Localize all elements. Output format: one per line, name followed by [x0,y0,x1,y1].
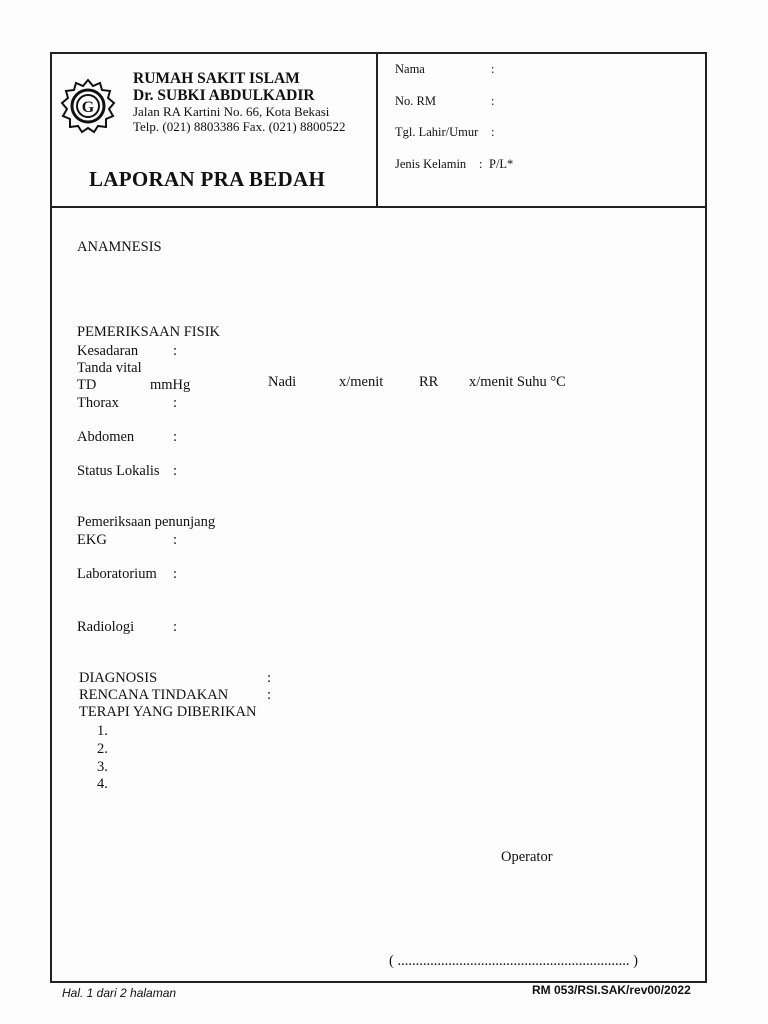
ekg-colon: : [173,532,178,548]
medical-record-label: No. RM [395,94,436,108]
action-plan-colon: : [267,687,272,703]
local-status-label: Status Lokalis [77,463,160,479]
therapy-item-4: 4. [97,776,108,792]
vital-signs-label: Tanda vital [77,360,142,376]
therapy-item-2: 2. [97,741,108,757]
diagnosis-label: DIAGNOSIS [79,670,158,686]
gender-value: P/L* [489,157,514,171]
birthdate-age-label: Tgl. Lahir/Umur [395,125,479,139]
hospital-logo-icon [60,78,116,134]
medical-record-colon: : [491,94,495,108]
action-plan-label: RENCANA TINDAKAN [79,687,229,703]
hospital-phone: Telp. (021) 8803386 Fax. (021) 8800522 [133,119,346,134]
consciousness-label: Kesadaran [77,343,139,359]
hospital-name-line2: Dr. SUBKI ABDULKADIR [133,87,315,104]
abdomen-colon: : [173,429,178,445]
form-code: RM 053/RSI.SAK/rev00/2022 [532,983,691,997]
form-title: LAPORAN PRA BEDAH [89,167,326,191]
radiology-label: Radiologi [77,619,135,635]
pulse-unit: x/menit [339,374,384,390]
laboratory-label: Laboratorium [77,566,157,582]
consciousness-colon: : [173,343,178,359]
blood-pressure-unit: mmHg [150,377,191,393]
svg-text:G: G [81,99,95,116]
physical-exam-heading: PEMERIKSAAN FISIK [77,324,221,340]
page-indicator: Hal. 1 dari 2 halaman [62,986,177,1000]
abdomen-label: Abdomen [77,429,135,445]
respiration-label: RR [419,374,439,390]
anamnesis-heading: ANAMNESIS [77,239,162,255]
local-status-colon: : [173,463,178,479]
therapy-heading: TERAPI YANG DIBERIKAN [79,704,257,720]
hospital-address: Jalan RA Kartini No. 66, Kota Bekasi [133,104,330,119]
therapy-item-1: 1. [97,723,108,739]
header-vertical-divider [376,52,378,206]
laboratory-colon: : [173,566,178,582]
patient-name-colon: : [491,62,495,76]
header-divider [50,206,705,208]
diagnosis-colon: : [267,670,272,686]
respiration-temperature-unit: x/menit Suhu °C [469,374,566,390]
therapy-item-3: 3. [97,759,108,775]
pulse-label: Nadi [268,374,297,390]
patient-name-label: Nama [395,62,425,76]
supporting-exam-heading: Pemeriksaan penunjang [77,514,216,530]
thorax-colon: : [173,395,178,411]
radiology-colon: : [173,619,178,635]
hospital-name-line1: RUMAH SAKIT ISLAM [133,70,300,87]
ekg-label: EKG [77,532,107,548]
operator-label: Operator [501,849,553,865]
thorax-label: Thorax [77,395,119,411]
birthdate-age-colon: : [491,125,495,139]
gender-label: Jenis Kelamin [395,157,467,171]
blood-pressure-label: TD [77,377,97,393]
gender-colon: : [479,157,483,171]
signature-line: ( ................................................................ ) [389,953,638,969]
